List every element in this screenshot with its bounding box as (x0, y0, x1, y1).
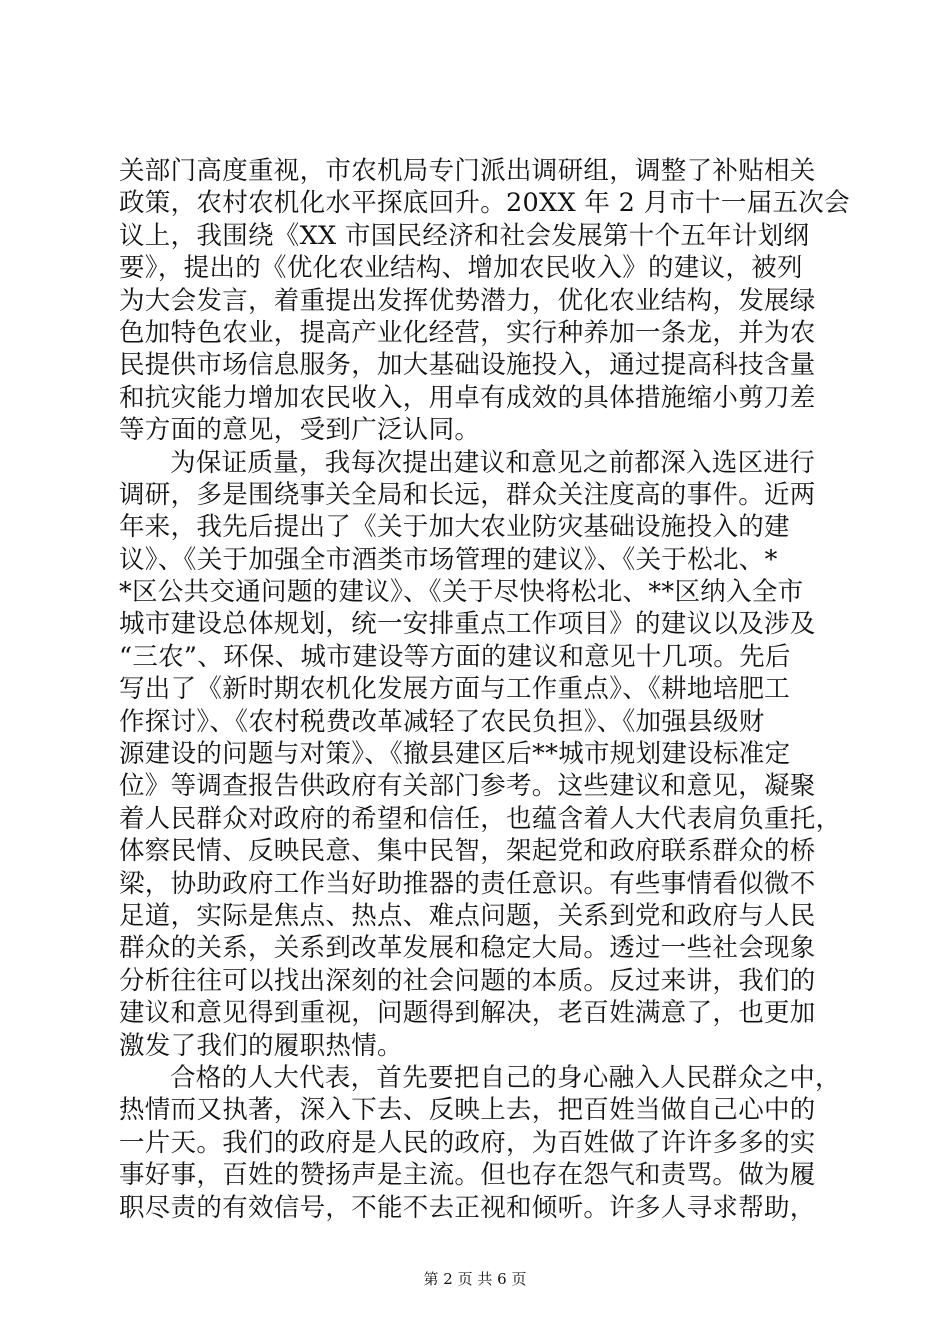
text-line: 要》，提出的《优化农业结构、增加农民收入》的建议，被列 (119, 253, 803, 284)
text-line: 梁，协助政府工作当好助推器的责任意识。有些事情看似微不 (119, 868, 816, 899)
text-line: 群众的关系，关系到改革发展和稳定大局。透过一些社会现象 (119, 933, 816, 964)
text-line: 调研，多是围绕事关全局和长远，群众关注度高的事件。近两 (119, 479, 816, 510)
text-line: 作探讨》、《农村税费改革减轻了农民负担》、《加强县级财 (119, 706, 765, 737)
text-line: 和抗灾能力增加农民收入，用卓有成效的具体措施缩小剪刀差 (119, 382, 816, 413)
page-footer: 第 2 页 共 6 页 (423, 1270, 527, 1288)
text-line: 等方面的意见，受到广泛认同。 (119, 415, 481, 446)
text-line: 色加特色农业，提高产业化经营，实行种养加一条龙，并为农 (119, 317, 816, 348)
text-line: 一片天。我们的政府是人民的政府，为百姓做了许许多多的实 (119, 1127, 816, 1158)
text-line: 写出了《新时期农机化发展方面与工作重点》、《耕地培肥工 (119, 674, 791, 705)
text-line: 为保证质量，我每次提出建议和意见之前都深入选区进行 (170, 447, 816, 478)
text-line: 建议和意见得到重视，问题得到解决，老百姓满意了，也更加 (119, 998, 816, 1029)
text-line: 源建设的问题与对策》、《撤县建区后**城市规划建设标准定 (119, 739, 791, 770)
text-line: 着人民群众对政府的希望和信任，也蕴含着人大代表肩负重托， (119, 803, 842, 834)
text-line: 体察民情、反映民意、集中民智，架起党和政府联系群众的桥 (119, 836, 816, 867)
text-line: *区公共交通问题的建议》、《关于尽快将松北、**区纳入全市 (119, 577, 804, 608)
text-line: 议上，我围绕《XX 市国民经济和社会发展第十个五年计划纲 (119, 220, 810, 251)
text-line: 年来，我先后提出了《关于加大农业防灾基础设施投入的建 (119, 512, 790, 543)
text-line: 分析往往可以找出深刻的社会问题的本质。反过来讲，我们的 (119, 965, 816, 996)
text-line: 热情而又执著，深入下去、反映上去，把百姓当做自己心中的 (119, 1095, 816, 1126)
text-line: “三农”、环保、城市建设等方面的建议和意见十几项。先后 (119, 641, 791, 672)
document-body (119, 155, 850, 1224)
text-line: 足道，实际是焦点、热点、难点问题，关系到党和政府与人民 (119, 900, 816, 931)
text-lines (119, 155, 850, 1224)
text-line: 合格的人大代表，首先要把自己的身心融入人民群众之中， (170, 1062, 841, 1093)
text-line: 政策，农村农机化水平探底回升。20XX 年 2 月市十一届五次会 (119, 188, 850, 219)
text-line: 位》等调查报告供政府有关部门参考。这些建议和意见，凝聚 (119, 771, 816, 802)
text-line: 关部门高度重视，市农机局专门派出调研组，调整了补贴相关 (119, 156, 816, 186)
text-line: 事好事，百姓的赞扬声是主流。但也存在怨气和责骂。做为履 (119, 1160, 816, 1191)
text-line: 职尽责的有效信号，不能不去正视和倾听。许多人寻求帮助， (119, 1192, 816, 1223)
text-line: 城市建设总体规划，统一安排重点工作项目》的建议以及涉及 (119, 609, 816, 640)
text-line: 民提供市场信息服务，加大基础设施投入，通过提高科技含量 (119, 350, 816, 381)
text-line: 议》、《关于加强全市酒类市场管理的建议》、《关于松北、* (119, 544, 778, 575)
text-line: 激发了我们的履职热情。 (119, 1030, 403, 1061)
text-line: 为大会发言，着重提出发挥优势潜力，优化农业结构，发展绿 (119, 285, 816, 316)
